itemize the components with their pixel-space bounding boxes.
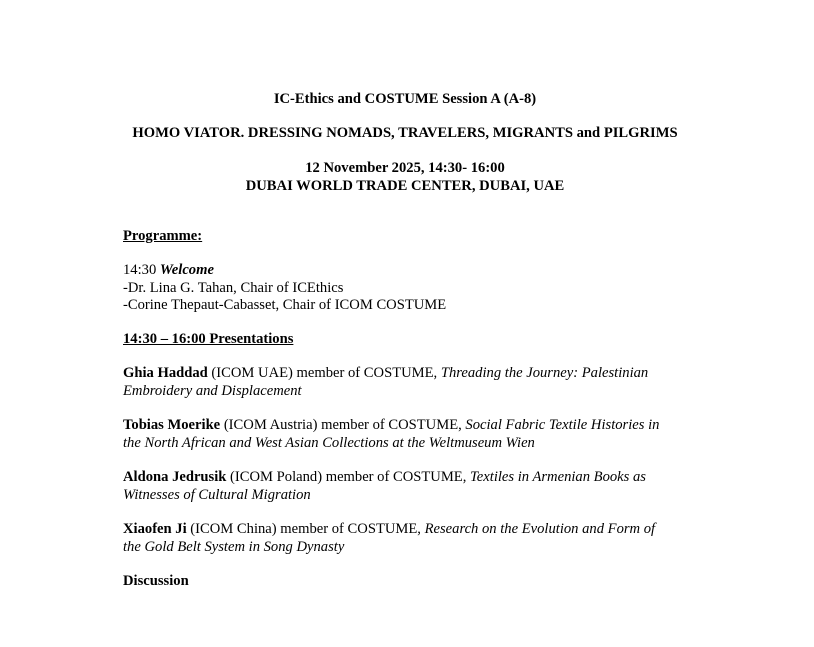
presentation-title: Textiles in Armenian Books as	[470, 469, 646, 485]
presentation-title-continued: Embroidery and Displacement	[123, 382, 302, 399]
presenter-name: Xiaofen Ji	[123, 521, 187, 537]
presenter-name: Tobias Moerike	[123, 417, 221, 433]
discussion-heading: Discussion	[123, 573, 189, 589]
welcome-speaker: -Dr. Lina G. Tahan, Chair of ICEthics	[123, 279, 344, 296]
presenter-affiliation: (ICOM China) member of COSTUME,	[186, 521, 425, 537]
presentation-item	[123, 417, 723, 452]
presentation-title: Research on the Evolution and Form of	[424, 521, 656, 537]
presentation-title-continued: the Gold Belt System in Song Dynasty	[123, 538, 345, 555]
presentation-item	[123, 365, 723, 400]
welcome-label: Welcome	[159, 262, 214, 278]
presenter-name: Aldona Jedrusik	[123, 469, 227, 485]
session-venue: DUBAI WORLD TRADE CENTER, DUBAI, UAE	[245, 178, 565, 194]
presentation-title: Social Fabric Textile Histories in	[465, 417, 660, 433]
presentations-heading: 14:30 – 16:00 Presentations	[123, 331, 294, 347]
welcome-time: 14:30	[123, 262, 160, 278]
session-theme: HOMO VIATOR. DRESSING NOMADS, TRAVELERS, MIGRANTS and PILGRIMS	[132, 125, 678, 141]
presentation-item	[123, 521, 723, 556]
welcome-speaker: -Corine Thepaut-Cabasset, Chair of ICOM COSTUME	[123, 297, 447, 313]
presenter-affiliation: (ICOM Austria) member of COSTUME,	[220, 417, 466, 433]
welcome-line	[123, 262, 723, 280]
presenter-affiliation: (ICOM Poland) member of COSTUME,	[226, 469, 471, 485]
presentation-title: Threading the Journey: Palestinian	[440, 365, 649, 381]
session-title: IC-Ethics and COSTUME Session A (A-8)	[273, 91, 537, 107]
presentation-item	[123, 469, 723, 504]
presentation-title-continued: the North African and West Asian Collections at the Weltmuseum Wien	[123, 434, 535, 451]
programme-heading: Programme:	[123, 228, 203, 244]
session-date-time: 12 November 2025, 14:30- 16:00	[305, 160, 505, 176]
presentation-title-continued: Witnesses of Cultural Migration	[123, 486, 311, 503]
welcome-section	[123, 262, 723, 315]
presenter-name: Ghia Haddad	[123, 365, 208, 381]
presenter-affiliation: (ICOM UAE) member of COSTUME,	[207, 365, 441, 381]
